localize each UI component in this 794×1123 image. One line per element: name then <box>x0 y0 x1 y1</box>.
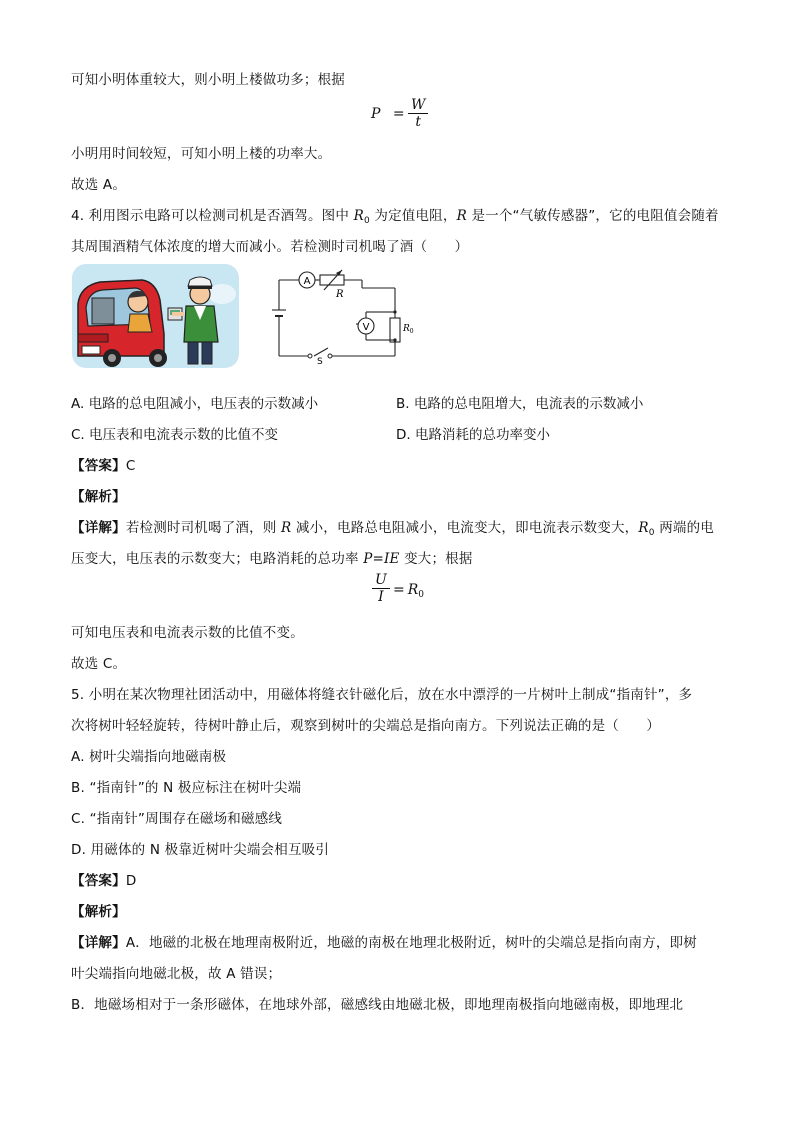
option-b: B. 电路的总电阻增大，电流表的示数减小 <box>396 396 644 412</box>
detail-line3: B．地磁场相对于一条形磁体，在地球外部，磁感线由地磁北极，即地理南极指向地磁南极，即地理北 <box>71 997 684 1013</box>
fraction-u-over-i <box>372 572 390 605</box>
subscript: 0 <box>648 528 655 538</box>
text-line: 小明用时间较短，可知小明上楼的功率大。 <box>71 146 332 162</box>
subscript: 0 <box>363 216 370 226</box>
text-span: 两端的电 <box>654 520 714 536</box>
option-a: A. 树叶尖端指向地磁南极 <box>71 749 227 765</box>
choose-line: 故选 C。 <box>71 656 127 672</box>
formula-p-ie: P=IE <box>363 551 400 567</box>
question-4-stem-line2: 其周围酒精气体浓度的增大而减小。若检测时司机喝了酒（ ） <box>71 239 469 255</box>
text-line: 故选 A。 <box>71 177 127 193</box>
analysis-label <box>71 900 126 920</box>
fraction-numerator: W <box>411 97 426 113</box>
answer-label: 【答案】 <box>71 458 126 474</box>
symbol-r0: R <box>638 520 649 536</box>
fraction-numerator: U <box>375 572 387 588</box>
detail-label: 【详解】 <box>71 935 126 951</box>
detail-line2: 叶尖端指向地磁北极，故 A 错误； <box>71 966 282 982</box>
answer-value: C <box>125 458 136 474</box>
resistor-label: $R_0$ <box>403 324 414 335</box>
analysis-heading: 【解析】 <box>71 489 126 505</box>
fraction-denominator: t <box>415 114 422 130</box>
drunk-driving-cartoon-image <box>72 264 239 368</box>
option-d: D. 用磁体的 N 极靠近树叶尖端会相互吸引 <box>71 842 330 858</box>
conclusion-line: 可知电压表和电流表示数的比值不变。 <box>71 625 304 641</box>
circuit-diagram <box>270 264 414 367</box>
text-line: 可知小明体重较大，则小明上楼做功多；根据 <box>71 72 345 88</box>
subscript: 0 <box>418 590 425 600</box>
symbol-r: R <box>456 208 467 224</box>
fraction-denominator: I <box>378 589 384 605</box>
text-span: 减小，电路总电阻减小，电流变大，即电流表示数变大， <box>291 520 639 536</box>
detail-line1 <box>71 516 714 538</box>
detail-line1 <box>71 931 697 951</box>
ammeter-symbol <box>299 272 315 288</box>
text-span: 是一个“气敏传感器”，它的电阻值会随着 <box>466 208 719 224</box>
text-span: 压变大，电压表的示数变大；电路消耗的总功率 <box>71 551 364 567</box>
symbol-r0: R <box>407 582 419 598</box>
ammeter-label: A <box>303 276 311 287</box>
answer-line <box>71 454 135 474</box>
formula-rhs <box>390 582 424 600</box>
text-span: 4. 利用图示电路可以检测司机是否酒驾。图中 <box>71 208 354 224</box>
formula-equals: = <box>393 582 405 598</box>
formula-lhs: P <box>371 106 381 122</box>
detail-line2 <box>71 547 473 567</box>
question-5-stem-line1: 5. 小明在某次物理社团活动中，用磁体将缝衣针磁化后，放在水中漂浮的一片树叶上制成“指南针”，多 <box>71 687 693 703</box>
formula-equals: = <box>392 106 405 122</box>
answer-label: 【答案】 <box>71 873 126 889</box>
text-span: A．地磁的北极在地理南极附近，地磁的南极在地理北极附近，树叶的尖端总是指向南方，即树 <box>125 935 697 951</box>
question-5-stem-line2: 次将树叶轻轻旋转，待树叶静止后，观察到树叶的尖端总是指向南方。下列说法正确的是（ ） <box>71 718 661 734</box>
answer-value: D <box>125 873 137 889</box>
option-c: C. “指南针”周围存在磁场和磁感线 <box>71 811 283 827</box>
text-span: 为定值电阻， <box>369 208 457 224</box>
option-b: B. “指南针”的 N 极应标注在树叶尖端 <box>71 780 302 796</box>
fraction-w-over-t <box>408 97 428 130</box>
text-span: 变大；根据 <box>399 551 473 567</box>
option-d: D. 电路消耗的总功率变小 <box>396 427 550 443</box>
symbol-r0: R <box>353 208 364 224</box>
rheostat-label: R <box>336 289 344 300</box>
detail-label: 【详解】 <box>71 520 126 536</box>
voltmeter-symbol <box>358 312 374 340</box>
option-a: A. 电路的总电阻减小，电压表的示数减小 <box>71 396 319 412</box>
question-4-stem-line1 <box>71 204 719 226</box>
analysis-label <box>71 485 126 505</box>
option-c: C. 电压表和电流表示数的比值不变 <box>71 427 279 443</box>
switch-label: S <box>317 357 323 367</box>
voltmeter-label: V <box>362 322 370 333</box>
analysis-heading: 【解析】 <box>71 904 126 920</box>
symbol-r: R <box>281 520 292 536</box>
text-span: 若检测时司机喝了酒，则 <box>125 520 282 536</box>
answer-line <box>71 869 136 889</box>
formula-power <box>371 106 413 122</box>
